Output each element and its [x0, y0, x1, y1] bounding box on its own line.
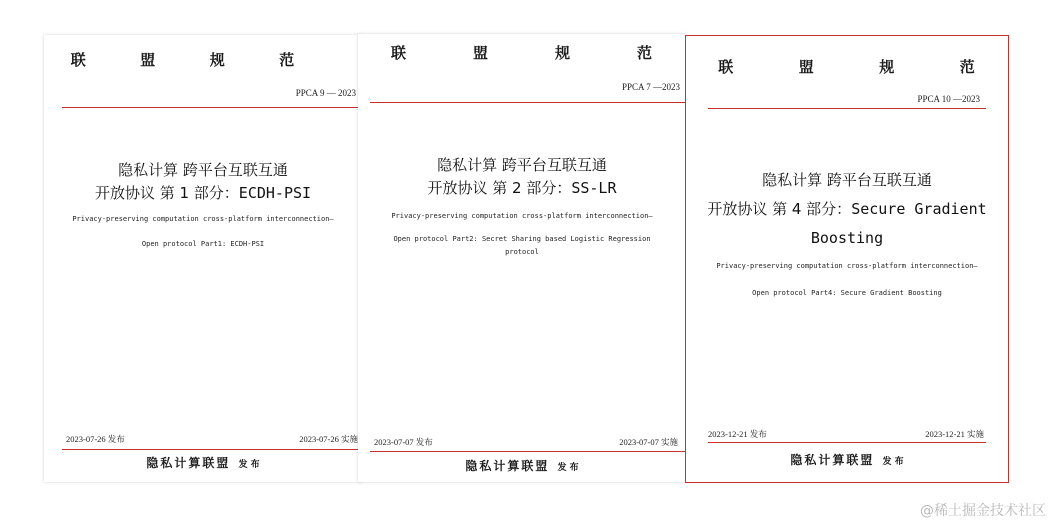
implementation-date: 2023-12-21 实施 [925, 429, 984, 439]
cover-title: 隐私计算 跨平台互联互通 开放协议 第 1 部分：ECDH-PSI [94, 161, 312, 202]
top-rule [708, 108, 986, 109]
standard-cover-part1 [44, 35, 362, 482]
top-rule [370, 102, 686, 103]
issuer: 隐私计算联盟 发 布 [465, 459, 579, 473]
implementation-date: 2023-07-26 实施 [299, 434, 358, 444]
english-title: Privacy-preserving computation cross-platform interconnection— Open protocol Part2: Secret Sharing based Logistic Regression protocol [391, 212, 653, 256]
cover-title: 隐私计算 跨平台互联互通 开放协议 第 4 部分：Secure Gradient Boosting [707, 171, 987, 247]
cover-header: 联 盟 规 范 [390, 44, 653, 62]
implementation-date: 2023-07-07 实施 [619, 437, 678, 447]
standard-code: PPCA 7 —2023 [621, 82, 680, 92]
cover-title: 隐私计算 跨平台互联互通 开放协议 第 2 部分：SS-LR [427, 156, 617, 197]
bottom-rule [370, 451, 686, 452]
cover-header: 联 盟 规 范 [70, 51, 296, 69]
standard-cover-part2 [358, 34, 686, 482]
issue-date: 2023-12-21 发布 [708, 429, 767, 439]
english-title: Privacy-preserving computation cross-platform interconnection— Open protocol Part4: Secure Gradient Boosting [716, 262, 978, 297]
standard-cover-part4[interactable] [685, 35, 1009, 483]
english-title: Privacy-preserving computation cross-platform interconnection— Open protocol Part1: ECDH-PSI [72, 215, 334, 248]
issuer: 隐私计算联盟 发 布 [146, 456, 260, 470]
bottom-rule [708, 442, 986, 443]
issue-date: 2023-07-26 发布 [66, 434, 125, 444]
cover-header: 联 盟 规 范 [718, 58, 976, 76]
issue-date: 2023-07-07 发布 [374, 437, 433, 447]
watermark: @稀土掘金技术社区 [920, 503, 1046, 519]
standard-code: PPCA 10 —2023 [917, 94, 980, 104]
bottom-rule [62, 449, 362, 450]
standard-code: PPCA 9 — 2023 [295, 88, 356, 98]
top-rule [62, 107, 362, 108]
issuer: 隐私计算联盟 发 布 [790, 453, 904, 467]
